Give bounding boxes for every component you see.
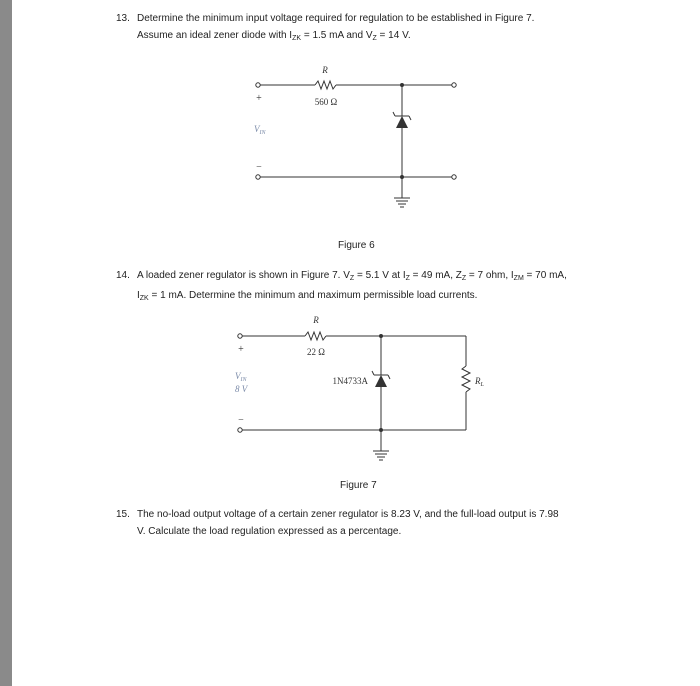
fig7-plus-sign: +	[238, 344, 244, 355]
figure-7-caption: Figure 7	[340, 480, 377, 491]
figure-6-caption: Figure 6	[338, 240, 375, 251]
fig7-diode-label: 1N4733A	[332, 376, 368, 386]
fig7-load-label: $R_L$	[475, 376, 484, 388]
fig7-vin-value: 8 V	[235, 384, 248, 394]
fig6-node-bottom	[400, 175, 404, 179]
question-14: 14. A loaded zener regulator is shown in Figure 7. $V_Z = 5.1$ V at $I_Z = 49$ mA, $Z_Z = 7$ ohm, $I_{ZM} = 70$ mA, $I_{ZK} = 1$ mA. Determine the minimum and maximum permissible load currents.	[116, 267, 656, 307]
question-13-line1: Determine the minimum input voltage required for regulation to be established in Figure 7.	[137, 13, 535, 24]
fig7-resistor-label: R	[313, 315, 319, 325]
fig6-resistor-label: R	[322, 65, 328, 75]
question-15-line1: The no-load output voltage of a certain zener regulator is 8.23 V, and the full-load output is 7.98	[137, 509, 559, 520]
question-15-line2: V. Calculate the load regulation expressed as a percentage.	[137, 526, 402, 537]
figure-7-circuit	[0, 300, 700, 500]
question-14-line2: $I_{ZK} = 1$ mA. Determine the minimum and maximum permissible load currents.	[137, 290, 478, 302]
fig6-zener-triangle	[396, 116, 408, 128]
fig6-vin-label: $V_{IN}$	[254, 124, 266, 136]
fig7-resistor-symbol	[305, 332, 326, 340]
fig7-vin-label: $V_{IN}$	[235, 371, 247, 383]
fig6-minus-sign: −	[256, 162, 262, 173]
fig6-terminal-in-top	[256, 83, 260, 87]
fig6-plus-sign: +	[256, 93, 262, 104]
question-13-line2: Assume an ideal zener diode with $I_{ZK} = 1.5$ mA and $V_Z = 14$ V.	[137, 30, 411, 42]
fig6-terminal-in-bottom	[256, 175, 260, 179]
question-15-number: 15.	[116, 509, 130, 520]
fig6-resistor-symbol	[315, 81, 336, 89]
fig6-terminal-out-top	[452, 83, 456, 87]
question-15	[116, 506, 656, 540]
fig7-minus-sign: −	[238, 415, 244, 426]
fig7-resistor-value: 22 Ω	[307, 347, 325, 357]
fig7-node-bottom	[379, 428, 383, 432]
fig6-resistor-value: 560 Ω	[314, 97, 338, 107]
fig6-node-top	[400, 83, 404, 87]
fig6-terminal-out-bottom	[452, 175, 456, 179]
fig7-load-resistor-symbol	[462, 366, 470, 392]
fig7-zener-triangle	[375, 375, 387, 387]
question-13-number: 13.	[116, 13, 130, 24]
fig7-node-top	[379, 334, 383, 338]
figure-6-circuit	[0, 0, 700, 240]
fig7-terminal-in-bottom	[238, 428, 242, 432]
fig7-terminal-in-top	[238, 334, 242, 338]
question-14-number: 14.	[116, 270, 130, 281]
